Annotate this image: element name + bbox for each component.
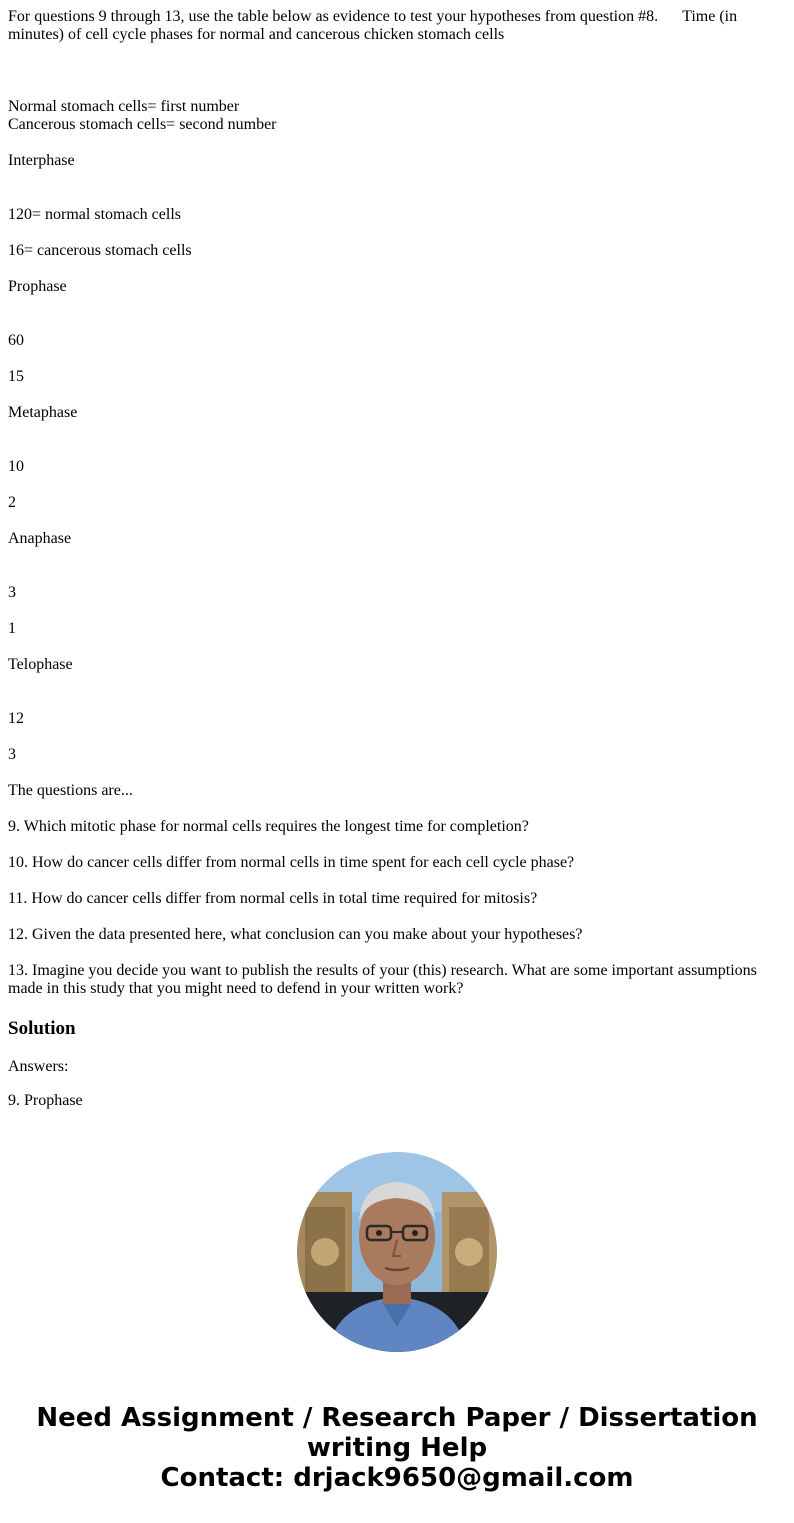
phase-cancer-value: 16= cancerous stomach cells: [8, 242, 192, 259]
questions-intro: The questions are...: [8, 782, 133, 799]
question-item: 13. Imagine you decide you want to publish the results of your (this) research. What are some important assumptions made in this study that you might need to defend in your written work?: [8, 962, 757, 997]
intro-paragraph: [8, 8, 786, 44]
phase-name: Metaphase: [8, 404, 78, 421]
phase-normal-value: 120= normal stomach cells: [8, 206, 181, 223]
solution-heading: Solution: [8, 1018, 76, 1039]
answers-label: Answers:: [8, 1058, 69, 1075]
phase-cancer-value: 15: [8, 368, 24, 385]
phase-normal-value: 10: [8, 458, 24, 475]
phase-cancer-value: 3: [8, 746, 16, 763]
phase-name: Prophase: [8, 278, 67, 295]
author-photo-icon: [297, 1152, 497, 1352]
phase-normal-value: 12: [8, 710, 24, 727]
table-caption: Time (in minutes) of cell cycle phases for normal and cancerous chicken stomach cells: [8, 8, 738, 43]
question-item: 9. Which mitotic phase for normal cells requires the longest time for completion?: [8, 818, 529, 835]
phase-table: [8, 152, 786, 764]
question-item: 10. How do cancer cells differ from normal cells in time spent for each cell cycle phase?: [8, 854, 575, 871]
promo-footer: [0, 1403, 794, 1493]
phase-name: Telophase: [8, 656, 73, 673]
promo-contact: Contact: drjack9650@gmail.com: [160, 1463, 634, 1493]
phase-cancer-value: 1: [8, 620, 16, 637]
phase-normal-value: 60: [8, 332, 24, 349]
promo-line-1: Need Assignment / Research Paper / Dissertation: [36, 1403, 758, 1433]
answer-item: 9. Prophase: [8, 1092, 83, 1109]
author-photo: [297, 1152, 497, 1352]
phase-cancer-value: 2: [8, 494, 16, 511]
phase-name: Interphase: [8, 152, 75, 169]
legend-cancer: Cancerous stomach cells= second number: [8, 116, 277, 133]
phase-name: Anaphase: [8, 530, 72, 547]
intro-text: For questions 9 through 13, use the table below as evidence to test your hypotheses from question #8.: [8, 8, 659, 25]
question-item: 12. Given the data presented here, what conclusion can you make about your hypotheses?: [8, 926, 583, 943]
phase-normal-value: 3: [8, 584, 16, 601]
question-item: 11. How do cancer cells differ from normal cells in total time required for mitosis?: [8, 890, 538, 907]
promo-line-2: writing Help: [306, 1433, 488, 1463]
legend: [8, 98, 786, 134]
legend-normal: Normal stomach cells= first number: [8, 98, 240, 115]
